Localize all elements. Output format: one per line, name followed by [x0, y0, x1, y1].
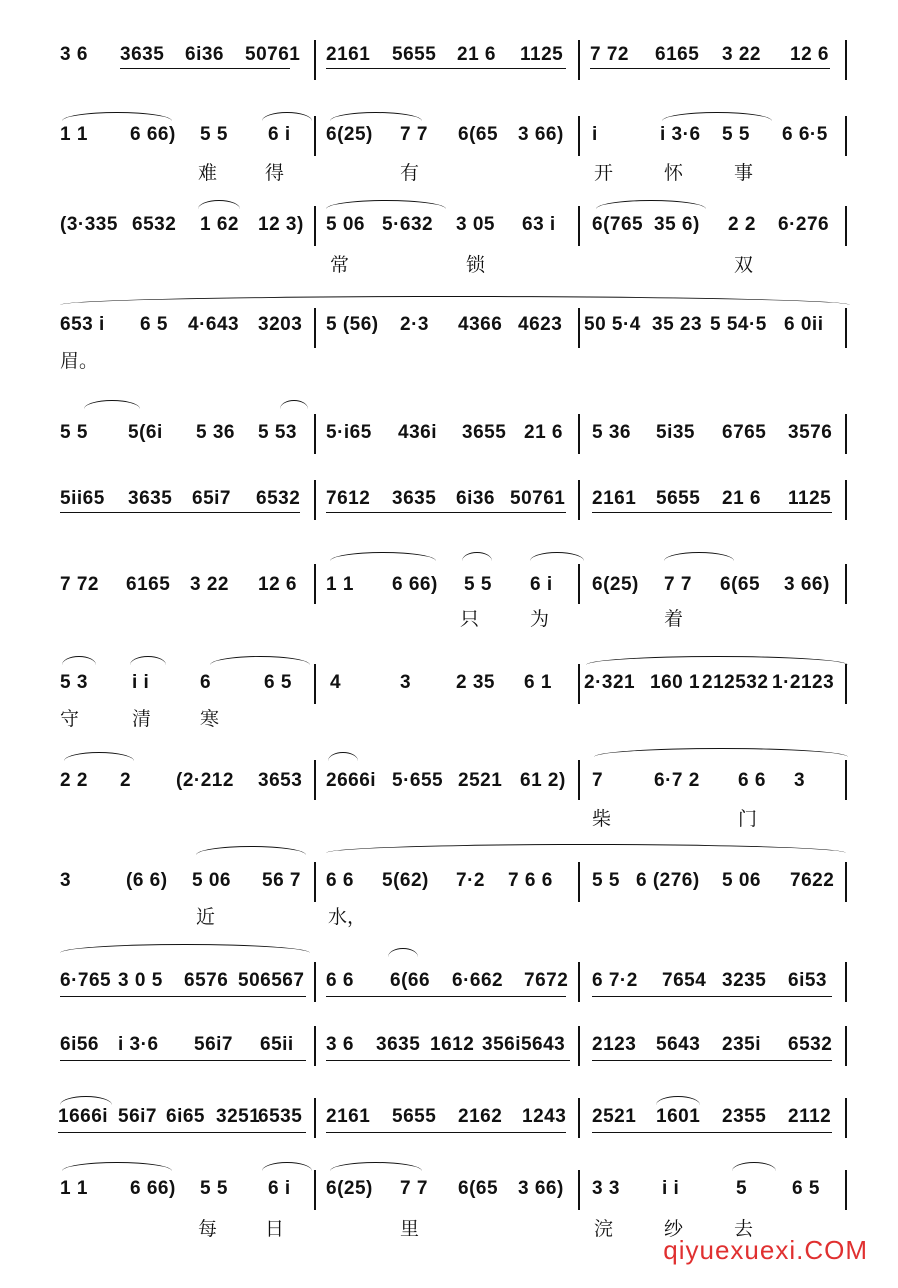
barline [845, 308, 847, 348]
barline [845, 40, 847, 80]
slur [328, 752, 358, 761]
note-group: 5(6i [128, 422, 163, 443]
slur [732, 1162, 776, 1171]
lyric-char: 难 [198, 162, 218, 184]
note-group: 6 (276) [636, 870, 700, 891]
lyric-char: 浣 [594, 1218, 614, 1240]
slur [262, 1162, 312, 1171]
barline [314, 1098, 316, 1138]
lyric-char: 水， [328, 906, 367, 928]
note-group: 4·643 [188, 314, 240, 335]
note-group: 7612 [326, 488, 371, 509]
note-group: 2 2 [60, 770, 88, 791]
barline [578, 414, 580, 454]
note-group: (2·212 [176, 770, 234, 791]
underline [326, 1132, 566, 1133]
note-group: 5 (56) [326, 314, 379, 335]
note-group: 7672 [524, 970, 569, 991]
note-group: 506567 [238, 970, 305, 991]
score-system [0, 196, 898, 276]
barline [845, 116, 847, 156]
note-group: 6 5 [792, 1178, 820, 1199]
barline [578, 116, 580, 156]
note-group: 3 66) [784, 574, 830, 595]
slur [130, 656, 166, 665]
note-group: 3 66) [518, 1178, 564, 1199]
note-group: 235i [722, 1034, 761, 1055]
note-group: i i [132, 672, 150, 693]
note-group: 6i36 [185, 44, 224, 65]
note-group: 160 1 [650, 672, 701, 693]
note-group: 6(25) [326, 1178, 373, 1199]
slur [262, 112, 312, 121]
lyric-char: 纱 [664, 1218, 684, 1240]
note-group: 12 6 [258, 574, 297, 595]
note-group: (3·335 [60, 214, 118, 235]
note-group: 3635 [392, 488, 437, 509]
underline [592, 512, 832, 513]
note-group: 6 6 [326, 970, 354, 991]
slur [326, 844, 846, 853]
slur [210, 656, 310, 665]
note-group: 6·7 2 [654, 770, 700, 791]
barline [845, 414, 847, 454]
note-group: 1125 [788, 488, 832, 509]
slur [60, 1096, 112, 1105]
note-group: 6165 [126, 574, 171, 595]
note-group: 3 [400, 672, 412, 693]
note-group: 1 1 [326, 574, 354, 595]
barline [578, 564, 580, 604]
note-group: 35 6) [654, 214, 700, 235]
barline [845, 1170, 847, 1210]
barline [578, 480, 580, 520]
barline [845, 564, 847, 604]
note-group: 5 5 [722, 124, 750, 145]
note-group: 6765 [722, 422, 767, 443]
note-group: 7 7 [400, 124, 428, 145]
note-group: 6i36 [456, 488, 495, 509]
lyric-char: 眉。 [60, 350, 99, 372]
underline [326, 1060, 570, 1061]
note-group: 21 6 [457, 44, 496, 65]
score-system [0, 744, 898, 834]
note-group: 5 06 [192, 870, 231, 891]
note-group: 5 3 [60, 672, 88, 693]
note-group: 12 6 [790, 44, 829, 65]
lyric-char: 每 [198, 1218, 218, 1240]
note-group: 6 5 [140, 314, 168, 335]
note-group: 653 i [60, 314, 105, 335]
barline [845, 206, 847, 246]
note-group: 2·321 [584, 672, 636, 693]
lyric-char: 日 [265, 1218, 285, 1240]
note-group: 2666i [326, 770, 377, 791]
note-group: 3 22 [190, 574, 229, 595]
note-group: 3 [794, 770, 806, 791]
note-group: 1601 [656, 1106, 701, 1127]
lyric-char: 得 [265, 162, 285, 184]
note-group: 2112 [788, 1106, 832, 1127]
note-group: 3251 [216, 1106, 261, 1127]
note-group: 6·765 [60, 970, 112, 991]
score-system [0, 546, 898, 636]
underline [592, 996, 832, 997]
note-group: 5 06 [722, 870, 761, 891]
note-group: 3576 [788, 422, 833, 443]
note-group: 6 6 [738, 770, 766, 791]
barline [314, 414, 316, 454]
score-system [0, 476, 898, 536]
underline [60, 996, 306, 997]
slur [198, 200, 240, 209]
note-group: 6 i [530, 574, 553, 595]
note-group: 6(25) [326, 124, 373, 145]
note-group: 63 i [522, 214, 556, 235]
note-group: 5655 [656, 488, 701, 509]
note-group: 356i5643 [482, 1034, 566, 1055]
score-system [0, 1088, 898, 1148]
note-group: 6 7·2 [592, 970, 638, 991]
note-group: 3653 [258, 770, 303, 791]
note-group: 6·276 [778, 214, 830, 235]
note-group: 5 36 [592, 422, 631, 443]
note-group: 4623 [518, 314, 563, 335]
note-group: 3 6 [326, 1034, 354, 1055]
note-group: 7 72 [60, 574, 99, 595]
note-group: 6532 [788, 1034, 833, 1055]
lyric-char: 近 [196, 906, 216, 928]
underline [58, 1132, 306, 1133]
note-group: 5 36 [196, 422, 235, 443]
underline [60, 512, 300, 513]
barline [845, 480, 847, 520]
score-system [0, 648, 898, 728]
barline [845, 1026, 847, 1066]
slur [596, 200, 706, 209]
note-group: 1 1 [60, 1178, 88, 1199]
note-group: 7622 [790, 870, 835, 891]
note-group: 5 5 [200, 124, 228, 145]
slur [62, 1162, 172, 1171]
note-group: 5 5 [200, 1178, 228, 1199]
lyric-char: 为 [530, 608, 550, 630]
barline [845, 664, 847, 704]
barline [314, 760, 316, 800]
note-group: 61 2) [520, 770, 566, 791]
note-group: (6 6) [126, 870, 168, 891]
note-group: 6 5 [264, 672, 292, 693]
note-group: 56i7 [194, 1034, 233, 1055]
score-system [0, 292, 898, 372]
lyric-char: 去 [734, 1218, 754, 1240]
note-group: 7 6 6 [508, 870, 553, 891]
note-group: 6i65 [166, 1106, 205, 1127]
note-group: 1·2123 [772, 672, 835, 693]
site-watermark: qiyuexuexi.COM [663, 1235, 868, 1265]
barline [845, 1098, 847, 1138]
note-group: 7·2 [456, 870, 485, 891]
underline [592, 1132, 832, 1133]
barline [578, 862, 580, 902]
barline [314, 116, 316, 156]
note-group: 6 66) [130, 124, 176, 145]
note-group: 4 [330, 672, 342, 693]
note-group: 3 0 5 [118, 970, 163, 991]
underline [590, 68, 830, 69]
note-group: 3235 [722, 970, 767, 991]
note-group: 3 66) [518, 124, 564, 145]
note-group: 3 [60, 870, 72, 891]
note-group: 5643 [656, 1034, 701, 1055]
lyric-char: 锁 [466, 254, 486, 276]
slur [326, 200, 446, 209]
note-group: 6 i [268, 124, 291, 145]
lyric-char: 门 [738, 808, 758, 830]
note-group: 6532 [256, 488, 301, 509]
note-group: 21 6 [722, 488, 761, 509]
note-group: 3203 [258, 314, 303, 335]
note-group: 6(65 [720, 574, 761, 595]
lyric-char: 寒 [200, 708, 220, 730]
note-group: 2·3 [400, 314, 429, 335]
slur [60, 296, 850, 305]
score-system [0, 1020, 898, 1080]
note-group: 7 72 [590, 44, 629, 65]
note-group: i 3·6 [118, 1034, 159, 1055]
note-group: 7654 [662, 970, 707, 991]
note-group: 212532 [702, 672, 769, 693]
note-group: 65ii [260, 1034, 294, 1055]
note-group: 3 3 [592, 1178, 620, 1199]
note-group: 2161 [326, 1106, 371, 1127]
note-group: 5 5 [464, 574, 492, 595]
slur [62, 112, 172, 121]
note-group: 1243 [522, 1106, 567, 1127]
lyric-char: 双 [734, 254, 754, 276]
note-group: 2123 [592, 1034, 637, 1055]
lyric-char: 守 [60, 708, 80, 730]
note-group: i [592, 124, 598, 145]
note-group: 6 i [268, 1178, 291, 1199]
barline [578, 308, 580, 348]
note-group: 2 35 [456, 672, 495, 693]
note-group: 35 23 [652, 314, 703, 335]
lyric-char: 只 [460, 608, 480, 630]
note-group: 6(25) [592, 574, 639, 595]
note-group: 5655 [392, 1106, 437, 1127]
slur [462, 552, 492, 561]
note-group: 6(66 [390, 970, 431, 991]
note-group: 3 6 [60, 44, 88, 65]
note-group: 3635 [376, 1034, 421, 1055]
slur [330, 112, 422, 121]
slur [662, 112, 772, 121]
note-group: 5 5 [60, 422, 88, 443]
barline [845, 760, 847, 800]
barline [578, 1170, 580, 1210]
barline [314, 480, 316, 520]
lyric-char: 着 [664, 608, 684, 630]
note-group: 3655 [462, 422, 507, 443]
score-system [0, 940, 898, 1000]
score-system [0, 110, 898, 190]
note-group: 1666i [58, 1106, 109, 1127]
underline [60, 1060, 306, 1061]
score-system [0, 840, 898, 930]
slur [196, 846, 306, 855]
note-group: 5 53 [258, 422, 297, 443]
note-group: 50 5·4 [584, 314, 641, 335]
slur [586, 656, 848, 665]
note-group: 5·i65 [326, 422, 372, 443]
barline [314, 308, 316, 348]
note-group: 5 5 [592, 870, 620, 891]
note-group: 2 2 [728, 214, 756, 235]
underline [326, 512, 566, 513]
note-group: 56i7 [118, 1106, 157, 1127]
slur [64, 752, 134, 761]
slur [656, 1096, 700, 1105]
note-group: 3 22 [722, 44, 761, 65]
score-system [0, 40, 898, 100]
note-group: 2 [120, 770, 132, 791]
underline [326, 996, 566, 997]
note-group: 1 1 [60, 124, 88, 145]
note-group: 5(62) [382, 870, 429, 891]
slur [84, 400, 140, 409]
note-group: 5 06 [326, 214, 365, 235]
barline [578, 664, 580, 704]
lyric-char: 清 [132, 708, 152, 730]
note-group: 21 6 [524, 422, 563, 443]
lyric-char: 怀 [664, 162, 684, 184]
note-group: 6 6 [326, 870, 354, 891]
note-group: 3 05 [456, 214, 495, 235]
underline [326, 68, 566, 69]
lyric-char: 里 [400, 1218, 420, 1240]
slur [330, 552, 436, 561]
note-group: 3635 [120, 44, 165, 65]
note-group: 6i53 [788, 970, 827, 991]
note-group: 5655 [392, 44, 437, 65]
note-group: 65i7 [192, 488, 231, 509]
note-group: 436i [398, 422, 437, 443]
underline [120, 68, 290, 69]
lyric-char: 开 [594, 162, 614, 184]
note-group: 6 [200, 672, 212, 693]
barline [578, 1026, 580, 1066]
note-group: 6165 [655, 44, 700, 65]
barline [845, 862, 847, 902]
barline [314, 206, 316, 246]
note-group: 7 7 [664, 574, 692, 595]
note-group: 6 6·5 [782, 124, 828, 145]
slur [530, 552, 584, 561]
lyric-char: 有 [400, 162, 420, 184]
note-group: 5ii65 [60, 488, 105, 509]
note-group: 56 7 [262, 870, 301, 891]
slur [60, 944, 310, 953]
barline [845, 962, 847, 1002]
slur [594, 748, 848, 757]
note-group: 5i35 [656, 422, 695, 443]
slur [388, 948, 418, 957]
lyric-char: 柴 [592, 808, 612, 830]
underline [592, 1060, 832, 1061]
barline [314, 1170, 316, 1210]
note-group: 1125 [520, 44, 564, 65]
note-group: 2355 [722, 1106, 767, 1127]
barline [314, 664, 316, 704]
note-group: i i [662, 1178, 680, 1199]
note-group: 5 [736, 1178, 748, 1199]
note-group: 7 [592, 770, 604, 791]
note-group: 6 0ii [784, 314, 824, 335]
note-group: 6(65 [458, 124, 499, 145]
barline [314, 40, 316, 80]
note-group: 5 54·5 [710, 314, 767, 335]
note-group: 6 1 [524, 672, 552, 693]
note-group: 2521 [458, 770, 503, 791]
barline [578, 760, 580, 800]
note-group: 2521 [592, 1106, 637, 1127]
note-group: i 3·6 [660, 124, 701, 145]
note-group: 6532 [132, 214, 177, 235]
note-group: 6535 [258, 1106, 303, 1127]
note-group: 2161 [326, 44, 371, 65]
slur [330, 1162, 422, 1171]
barline [578, 206, 580, 246]
lyric-char: 常 [330, 254, 350, 276]
barline [314, 1026, 316, 1066]
lyric-char: 事 [734, 162, 754, 184]
note-group: 50761 [510, 488, 566, 509]
note-group: 6i56 [60, 1034, 99, 1055]
note-group: 6 66) [392, 574, 438, 595]
note-group: 1 62 [200, 214, 239, 235]
note-group: 2162 [458, 1106, 503, 1127]
note-group: 12 3) [258, 214, 304, 235]
note-group: 6·662 [452, 970, 504, 991]
slur [280, 400, 308, 409]
note-group: 6576 [184, 970, 229, 991]
note-group: 6 66) [130, 1178, 176, 1199]
note-group: 2161 [592, 488, 637, 509]
score-system [0, 396, 898, 456]
barline [578, 40, 580, 80]
barline [314, 564, 316, 604]
note-group: 6(765 [592, 214, 644, 235]
barline [314, 862, 316, 902]
slur [664, 552, 734, 561]
slur [62, 656, 96, 665]
note-group: 1612 [430, 1034, 475, 1055]
note-group: 50761 [245, 44, 301, 65]
note-group: 3635 [128, 488, 173, 509]
note-group: 6(65 [458, 1178, 499, 1199]
note-group: 4366 [458, 314, 503, 335]
note-group: 5·632 [382, 214, 434, 235]
barline [578, 962, 580, 1002]
barline [314, 962, 316, 1002]
barline [578, 1098, 580, 1138]
note-group: 5·655 [392, 770, 444, 791]
note-group: 7 7 [400, 1178, 428, 1199]
